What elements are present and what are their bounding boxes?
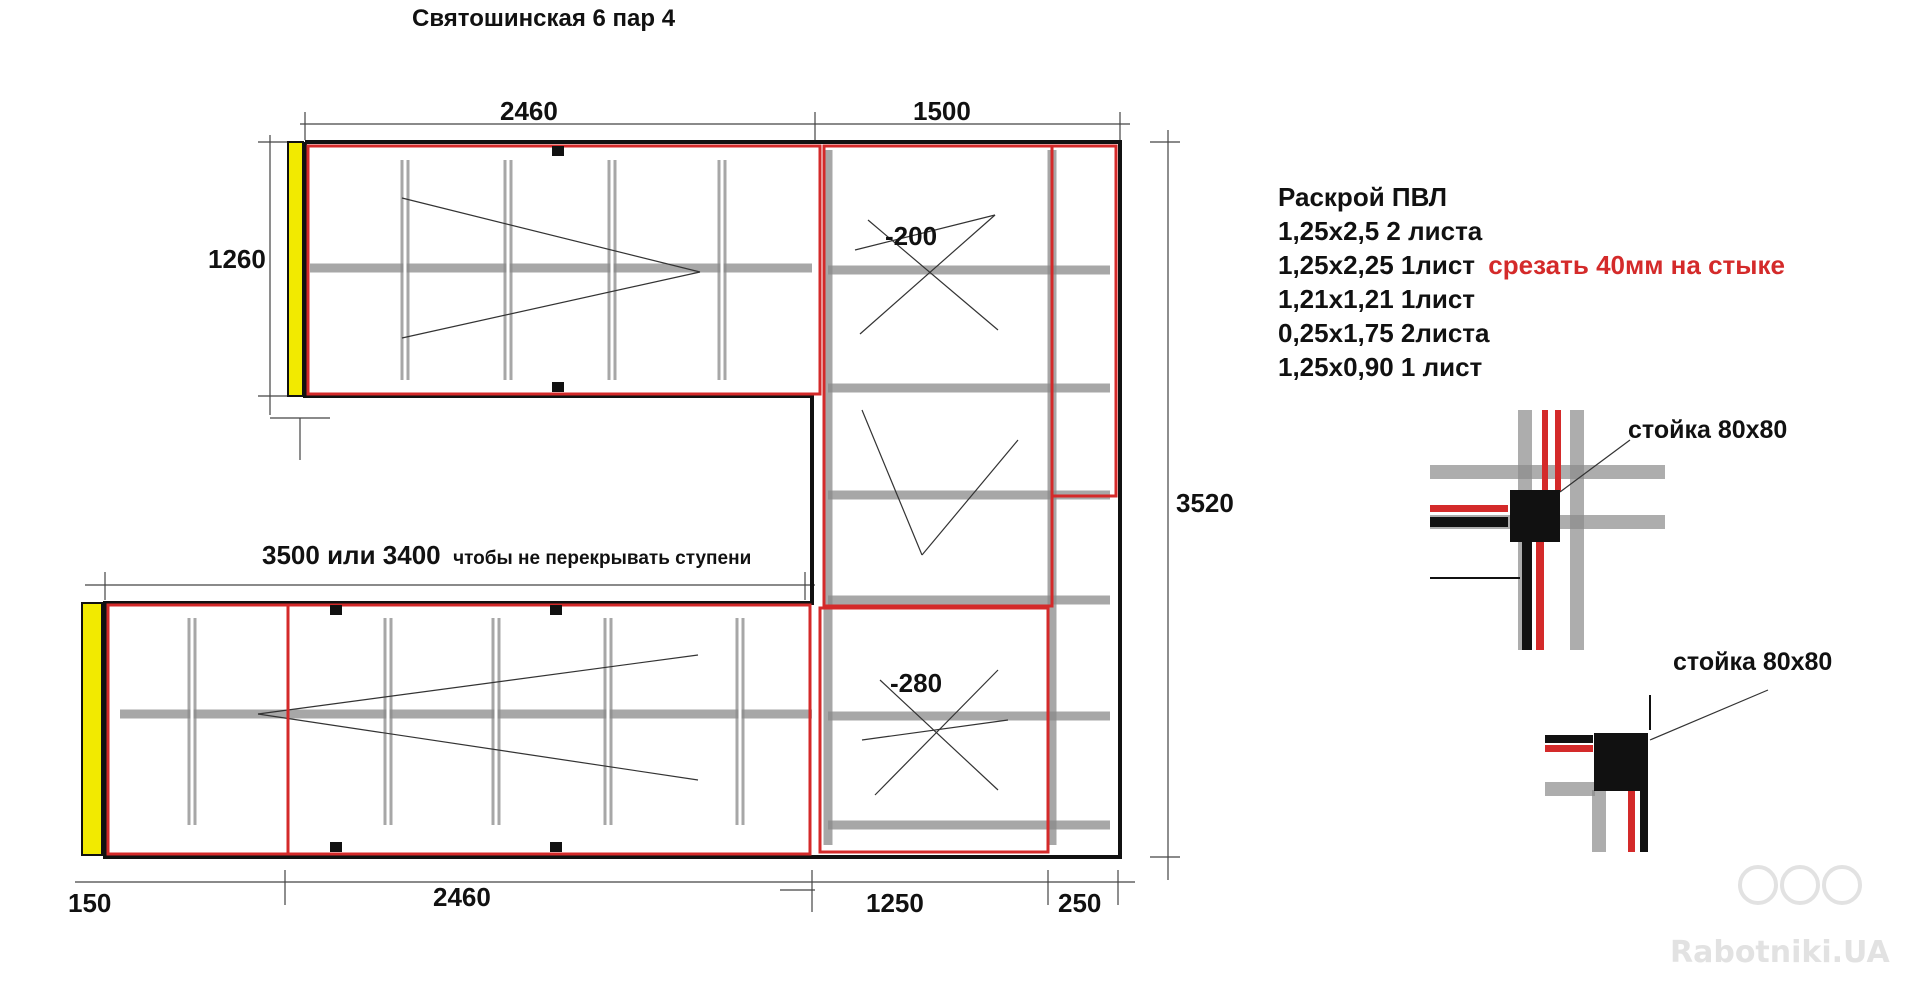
cutting-list-line-3: 1,21х1,21 1лист xyxy=(1278,284,1476,314)
dim-top-right-width: 1500 xyxy=(913,96,971,126)
watermark-worker-icon-2 xyxy=(1782,867,1818,903)
edge-strip-top xyxy=(288,142,303,396)
dim-bottom-right-width: 250 xyxy=(1058,888,1102,918)
joist-grid-bottom-gaps xyxy=(192,618,740,825)
cutting-list-line-4: 0,25х1,75 2листа xyxy=(1278,318,1490,348)
cutting-list-line-5: 1,25х0,90 1 лист xyxy=(1278,352,1483,382)
dim-bottom-overall-main: 3500 или 3400 xyxy=(262,540,441,570)
cutting-list-line-2 xyxy=(1278,250,1785,280)
sheet-right-strip xyxy=(1052,146,1116,496)
watermark-text: Rabotniki.UA xyxy=(1670,935,1890,970)
sheet-bottom-left xyxy=(108,605,288,854)
watermark-worker-icon-3 xyxy=(1824,867,1860,903)
sheet-right-upper xyxy=(824,146,1052,606)
dim-bottom-overall xyxy=(262,540,751,570)
cutting-list-line-2-note: срезать 40мм на стыке xyxy=(1488,250,1785,280)
dim-left-height: 1260 xyxy=(208,244,266,274)
cutting-list-line-2-text: 1,25х2,25 1лист xyxy=(1278,250,1476,280)
post-label-2: стойка 80х80 xyxy=(1673,648,1833,676)
dim-bottom-left-width: 2460 xyxy=(433,882,491,912)
cutting-list-heading: Раскрой ПВЛ xyxy=(1278,182,1447,212)
level-lower: -280 xyxy=(890,668,943,698)
edge-strip-bottom xyxy=(82,603,102,855)
dim-top-left-width: 2460 xyxy=(500,96,558,126)
level-upper: -200 xyxy=(885,221,938,251)
dim-right-height: 3520 xyxy=(1176,488,1234,518)
cutting-list xyxy=(1278,182,1785,382)
post-markers xyxy=(330,146,564,852)
dim-bottom-edge: 150 xyxy=(68,888,112,918)
drawing-title: Святошинская 6 пар 4 xyxy=(412,5,676,32)
post-label-1: стойка 80х80 xyxy=(1628,416,1788,444)
cutting-list-line-1: 1,25х2,5 2 листа xyxy=(1278,216,1483,246)
joist-grid-bottom xyxy=(120,618,812,825)
watermark-worker-icon-1 xyxy=(1740,867,1776,903)
dim-bottom-overall-note: чтобы не перекрывать ступени xyxy=(453,548,752,569)
watermark xyxy=(1670,867,1890,970)
post-detail-corner xyxy=(1545,648,1832,852)
post-detail-cross xyxy=(1430,410,1787,650)
joist-grid-top xyxy=(310,160,812,380)
sheet-bottom-mid xyxy=(288,605,810,854)
dimension-lines xyxy=(75,112,1180,912)
dim-bottom-mid-width: 1250 xyxy=(866,888,924,918)
